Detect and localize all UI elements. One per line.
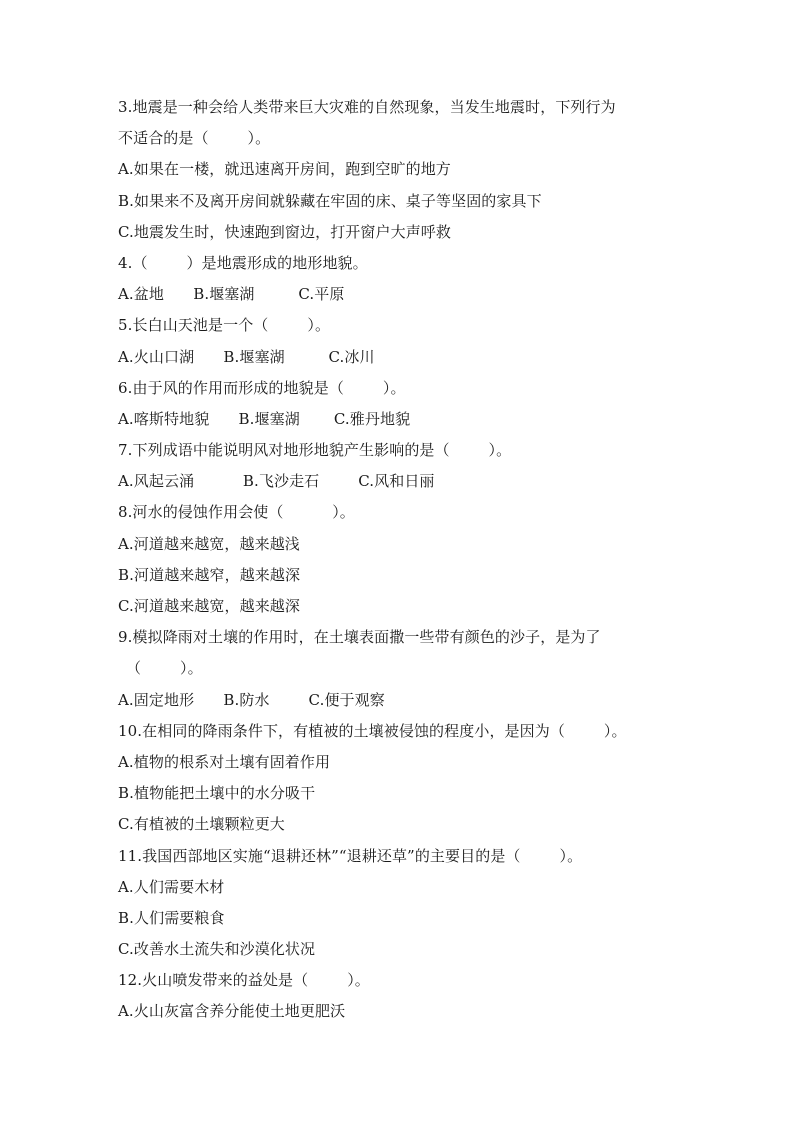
question-11-option-b: B.人们需要粮食 [118,908,225,927]
question-8-option-c: C.河道越来越宽，越来越深 [118,597,301,615]
question-9-options: A.固定地形 B.防水 C.便于观察 [118,690,385,709]
question-9-stem: 9.模拟降雨对土壤的作用时，在土壤表面撒一些带有颜色的沙子，是为了 [118,628,601,647]
worksheet-page [118,92,678,1028]
question-7-options: A.风起云涌 B.飞沙走石 C.风和日丽 [118,472,435,491]
question-6-stem: 6.由于风的作用而形成的地貌是（ ）。 [118,378,406,397]
question-9-blank: （ ）。 [126,659,203,678]
question-3-line-2: 不适合的是（ ）。 [118,129,271,148]
question-3-option-c: C.地震发生时，快速跑到窗边，打开窗户大声呼救 [118,222,452,241]
question-11-option-a: A.人们需要木材 [118,877,225,896]
question-5-stem: 5.长白山天池是一个（ ）。 [118,316,331,335]
question-3-option-a: A.如果在一楼，就迅速离开房间，跑到空旷的地方 [118,160,451,179]
question-8-option-b: B.河道越来越窄，越来越深 [118,565,301,584]
question-10-option-b: B.植物能把土壤中的水分吸干 [118,784,316,803]
question-7-stem: 7.下列成语中能说明风对地形地貌产生影响的是（ ）。 [118,441,512,460]
question-3-option-b: B.如果来不及离开房间就躲藏在牢固的床、桌子等坚固的家具下 [118,191,542,210]
question-5-options: A.火山口湖 B.堰塞湖 C.冰川 [118,347,375,366]
question-11-option-c: C.改善水土流失和沙漠化状况 [118,940,316,959]
question-10-stem: 10.在相同的降雨条件下，有植被的土壤被侵蚀的程度小，是因为（ ）。 [118,721,627,740]
question-12-stem: 12.火山喷发带来的益处是（ ）。 [118,971,370,990]
question-4-options: A.盆地 B.堰塞湖 C.平原 [118,285,345,304]
question-10-option-c: C.有植被的土壤颗粒更大 [118,815,285,834]
question-8-stem: 8.河水的侵蚀作用会使（ ）。 [118,503,355,522]
question-6-options: A.喀斯特地貌 B.堰塞湖 C.雅丹地貌 [118,409,411,428]
question-11-stem: 11.我国西部地区实施“退耕还林”“退耕还草”的主要目的是（ ）。 [118,846,583,865]
question-10-option-a: A.植物的根系对土壤有固着作用 [118,752,331,771]
question-8-option-a: A.河道越来越宽，越来越浅 [118,534,300,553]
question-3-line-1: 3.地震是一种会给人类带来巨大灾难的自然现象，当发生地震时，下列行为 [118,98,616,116]
question-12-option-a: A.火山灰富含养分能使土地更肥沃 [118,1002,346,1021]
question-4-stem: 4.（ ）是地震形成的地形地貌。 [118,253,368,272]
